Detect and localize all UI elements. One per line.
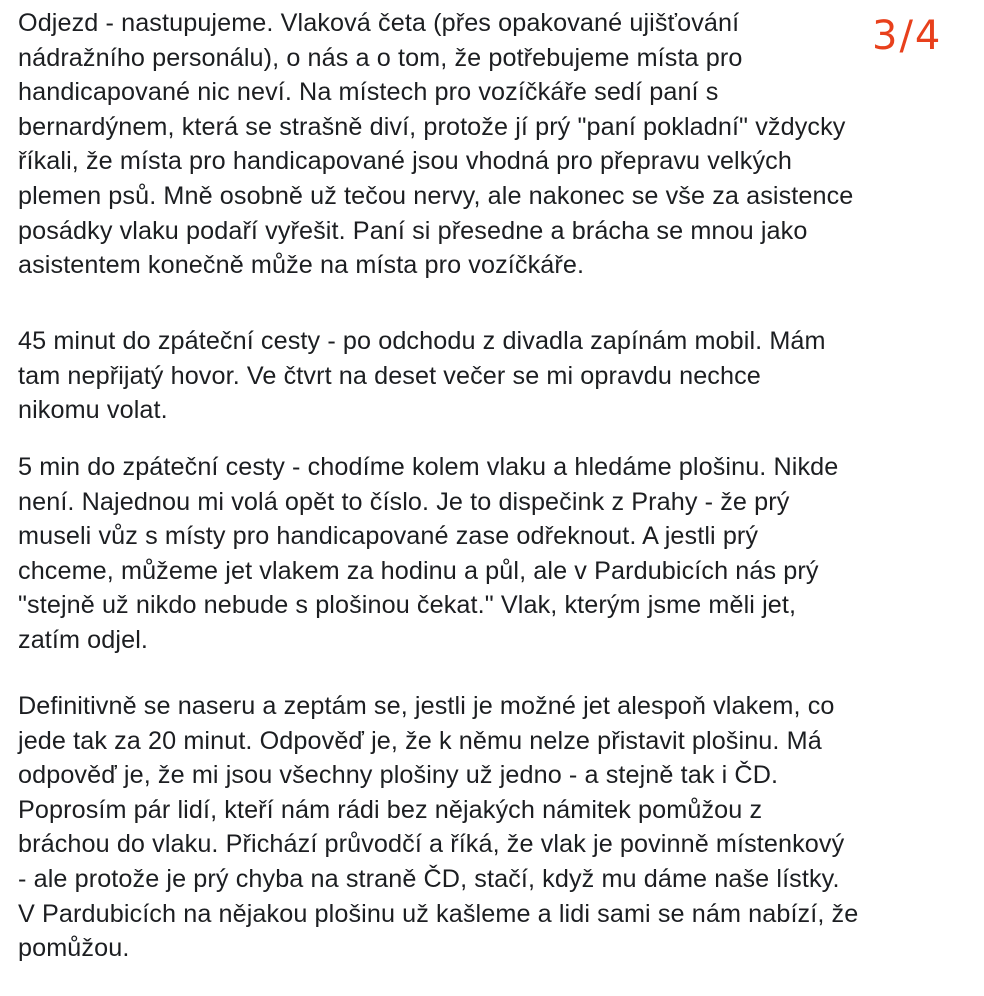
text-line: jede tak za 20 minut. Odpověď je, že k němu nelze přistavit plošinu. Má [18, 726, 822, 755]
paragraph-departure [18, 6, 973, 283]
text-line: bráchou do vlaku. Přichází průvodčí a říká, že vlak je povinně místenkový [18, 830, 845, 859]
text-line: 5 min do zpáteční cesty - chodíme kolem vlaku a hledáme plošinu. Nikde [18, 453, 839, 481]
text-line: - ale protože je prý chyba na straně ČD, stačí, když mu dáme naše lístky. [18, 864, 840, 893]
text-line: posádky vlaku podaří vyřešit. Paní si přesedne a brácha se mnou jako [18, 216, 808, 245]
text-line: Definitivně se naseru a zeptám se, jestli je možné jet alespoň vlakem, co [18, 692, 835, 720]
text-line: V Pardubicích na nějakou plošinu už kašleme a lidi sami se nám nabízí, že [18, 899, 859, 928]
text-line: pomůžou. [18, 934, 130, 963]
paragraph-45-minutes [18, 324, 973, 428]
text-line: 45 minut do zpáteční cesty - po odchodu z divadla zapínám mobil. Mám [18, 327, 826, 355]
text-line: odpověď je, že mi jsou všechny plošiny už jedno - a stejně tak i ČD. [18, 761, 779, 790]
text-line: handicapované nic neví. Na místech pro vozíčkáře sedí paní s [18, 78, 719, 107]
text-line: chceme, můžeme jet vlakem za hodinu a půl, ale v Pardubicích nás prý [18, 556, 819, 585]
text-line: nikomu volat. [18, 396, 168, 425]
text-line: není. Najednou mi volá opět to číslo. Je to dispečink z Prahy - že prý [18, 487, 790, 516]
text-line: museli vůz s místy pro handicapované zase odřeknout. A jestli prý [18, 522, 759, 551]
paragraph-5-minutes [18, 450, 973, 658]
text-line: zatím odjel. [18, 625, 148, 654]
text-line: Poprosím pár lidí, kteří nám rádi bez nějakých námitek pomůžou z [18, 795, 763, 824]
text-line: tam nepřijatý hovor. Ve čtvrt na deset večer se mi opravdu nechce [18, 361, 761, 390]
text-line: asistentem konečně může na místa pro vozíčkáře. [18, 251, 585, 280]
text-line: bernardýnem, která se strašně diví, protože jí prý "paní pokladní" vždycky [18, 112, 846, 141]
text-line: Odjezd - nastupujeme. Vlaková četa (přes opakované ujišťování [18, 9, 740, 37]
paragraph-definitive [18, 689, 973, 966]
text-line: říkali, že místa pro handicapované jsou vhodná pro přepravu velkých [18, 147, 792, 176]
page-counter: 3/4 [868, 13, 946, 59]
text-line: nádražního personálu), o nás a o tom, že potřebujeme místa pro [18, 43, 743, 72]
text-line: "stejně už nikdo nebude s plošinou čekat." Vlak, kterým jsme měli jet, [18, 591, 797, 620]
text-line: plemen psů. Mně osobně už tečou nervy, ale nakonec se vše za asistence [18, 181, 854, 210]
